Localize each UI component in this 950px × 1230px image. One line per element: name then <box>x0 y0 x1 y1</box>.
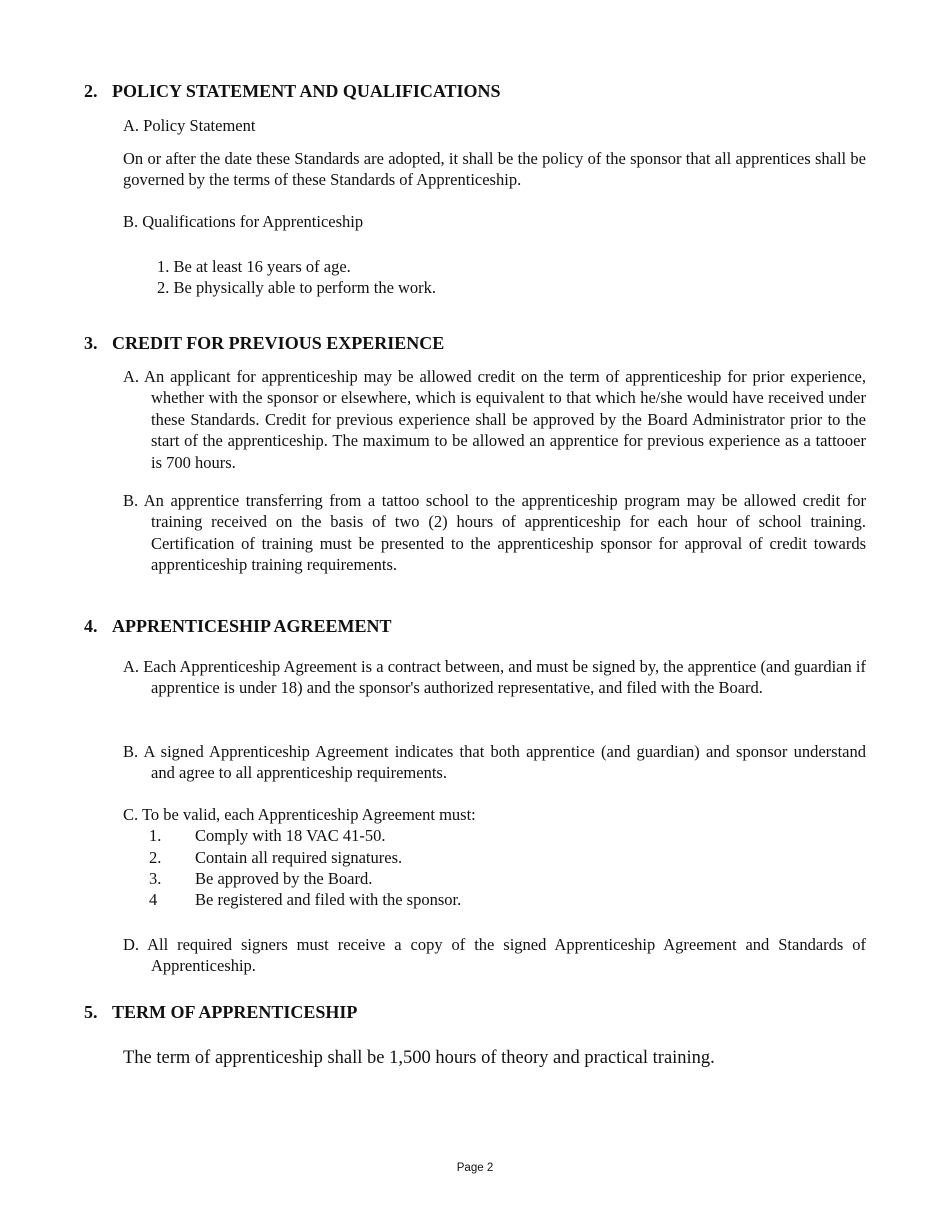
agreement-requirement-item <box>149 847 649 869</box>
item-text: Be registered and filed with the sponsor. <box>195 890 462 909</box>
item-number: 2. <box>149 848 162 867</box>
qualification-item: 1. Be at least 16 years of age. <box>157 257 351 276</box>
agreement-paragraph-c: C. To be valid, each Apprenticeship Agreement must: <box>123 805 476 824</box>
policy-statement-text: On or after the date these Standards are adopted, it shall be the policy of the sponsor that all apprentices shall be governed by the terms of these Standards of Apprenticeship. <box>123 149 866 190</box>
agreement-paragraph-d: D. All required signers must receive a copy of the signed Apprenticeship Agreement and Standards of Apprenticeship. <box>123 935 866 976</box>
item-text: Be approved by the Board. <box>195 869 373 888</box>
section-title: POLICY STATEMENT AND QUALIFICATIONS <box>112 81 501 101</box>
credit-paragraph-a: A. An applicant for apprenticeship may be allowed credit on the term of apprenticeship for prior experience, whether with the sponsor or elsewhere, which is equivalent to that which he/she would have received under these Standards. Credit for previous experience shall be approved by the Board Administrator prior to the start of the apprenticeship. The maximum to be allowed an apprentice for previous experience as a tattooer is 700 hours. <box>123 367 866 472</box>
item-number: 4 <box>149 890 158 909</box>
item-number: 3. <box>149 869 162 888</box>
section-2-heading <box>84 80 784 102</box>
item-number: 1. <box>149 826 162 845</box>
section-number: 2. <box>84 81 98 101</box>
agreement-requirement-item <box>149 889 649 911</box>
section-3-heading <box>84 332 784 354</box>
credit-paragraph-b: B. An apprentice transferring from a tattoo school to the apprenticeship program may be allowed credit for training received on the basis of two (2) hours of apprenticeship for each hour of school training. Certification of training must be presented to the apprenticeship sponsor for approval of credit towards apprenticeship training requirements. <box>123 491 866 575</box>
section-title: CREDIT FOR PREVIOUS EXPERIENCE <box>112 333 445 353</box>
section-number: 3. <box>84 333 98 353</box>
section-4-heading <box>84 615 784 637</box>
page-number: Page 2 <box>456 1162 494 1174</box>
section-title: APPRENTICESHIP AGREEMENT <box>112 616 392 636</box>
agreement-requirement-item <box>149 825 649 847</box>
term-text: The term of apprenticeship shall be 1,500 hours of theory and practical training. <box>123 1048 715 1068</box>
qualifications-label: B. Qualifications for Apprenticeship <box>123 212 364 231</box>
section-5-heading <box>84 1001 784 1023</box>
section-number: 5. <box>84 1002 98 1022</box>
qualification-item: 2. Be physically able to perform the work. <box>157 278 437 297</box>
item-text: Contain all required signatures. <box>195 848 403 867</box>
section-title: TERM OF APPRENTICESHIP <box>112 1002 358 1022</box>
policy-statement-label: A. Policy Statement <box>123 116 256 135</box>
agreement-paragraph-a: A. Each Apprenticeship Agreement is a contract between, and must be signed by, the apprentice (and guardian if apprentice is under 18) and the sponsor's authorized representative, and filed with the Board. <box>123 657 866 698</box>
item-text: Comply with 18 VAC 41-50. <box>195 826 386 845</box>
section-number: 4. <box>84 616 98 636</box>
agreement-requirement-item <box>149 868 649 890</box>
agreement-paragraph-b: B. A signed Apprenticeship Agreement indicates that both apprentice (and guardian) and sponsor understand and agree to all apprenticeship requirements. <box>123 742 866 783</box>
